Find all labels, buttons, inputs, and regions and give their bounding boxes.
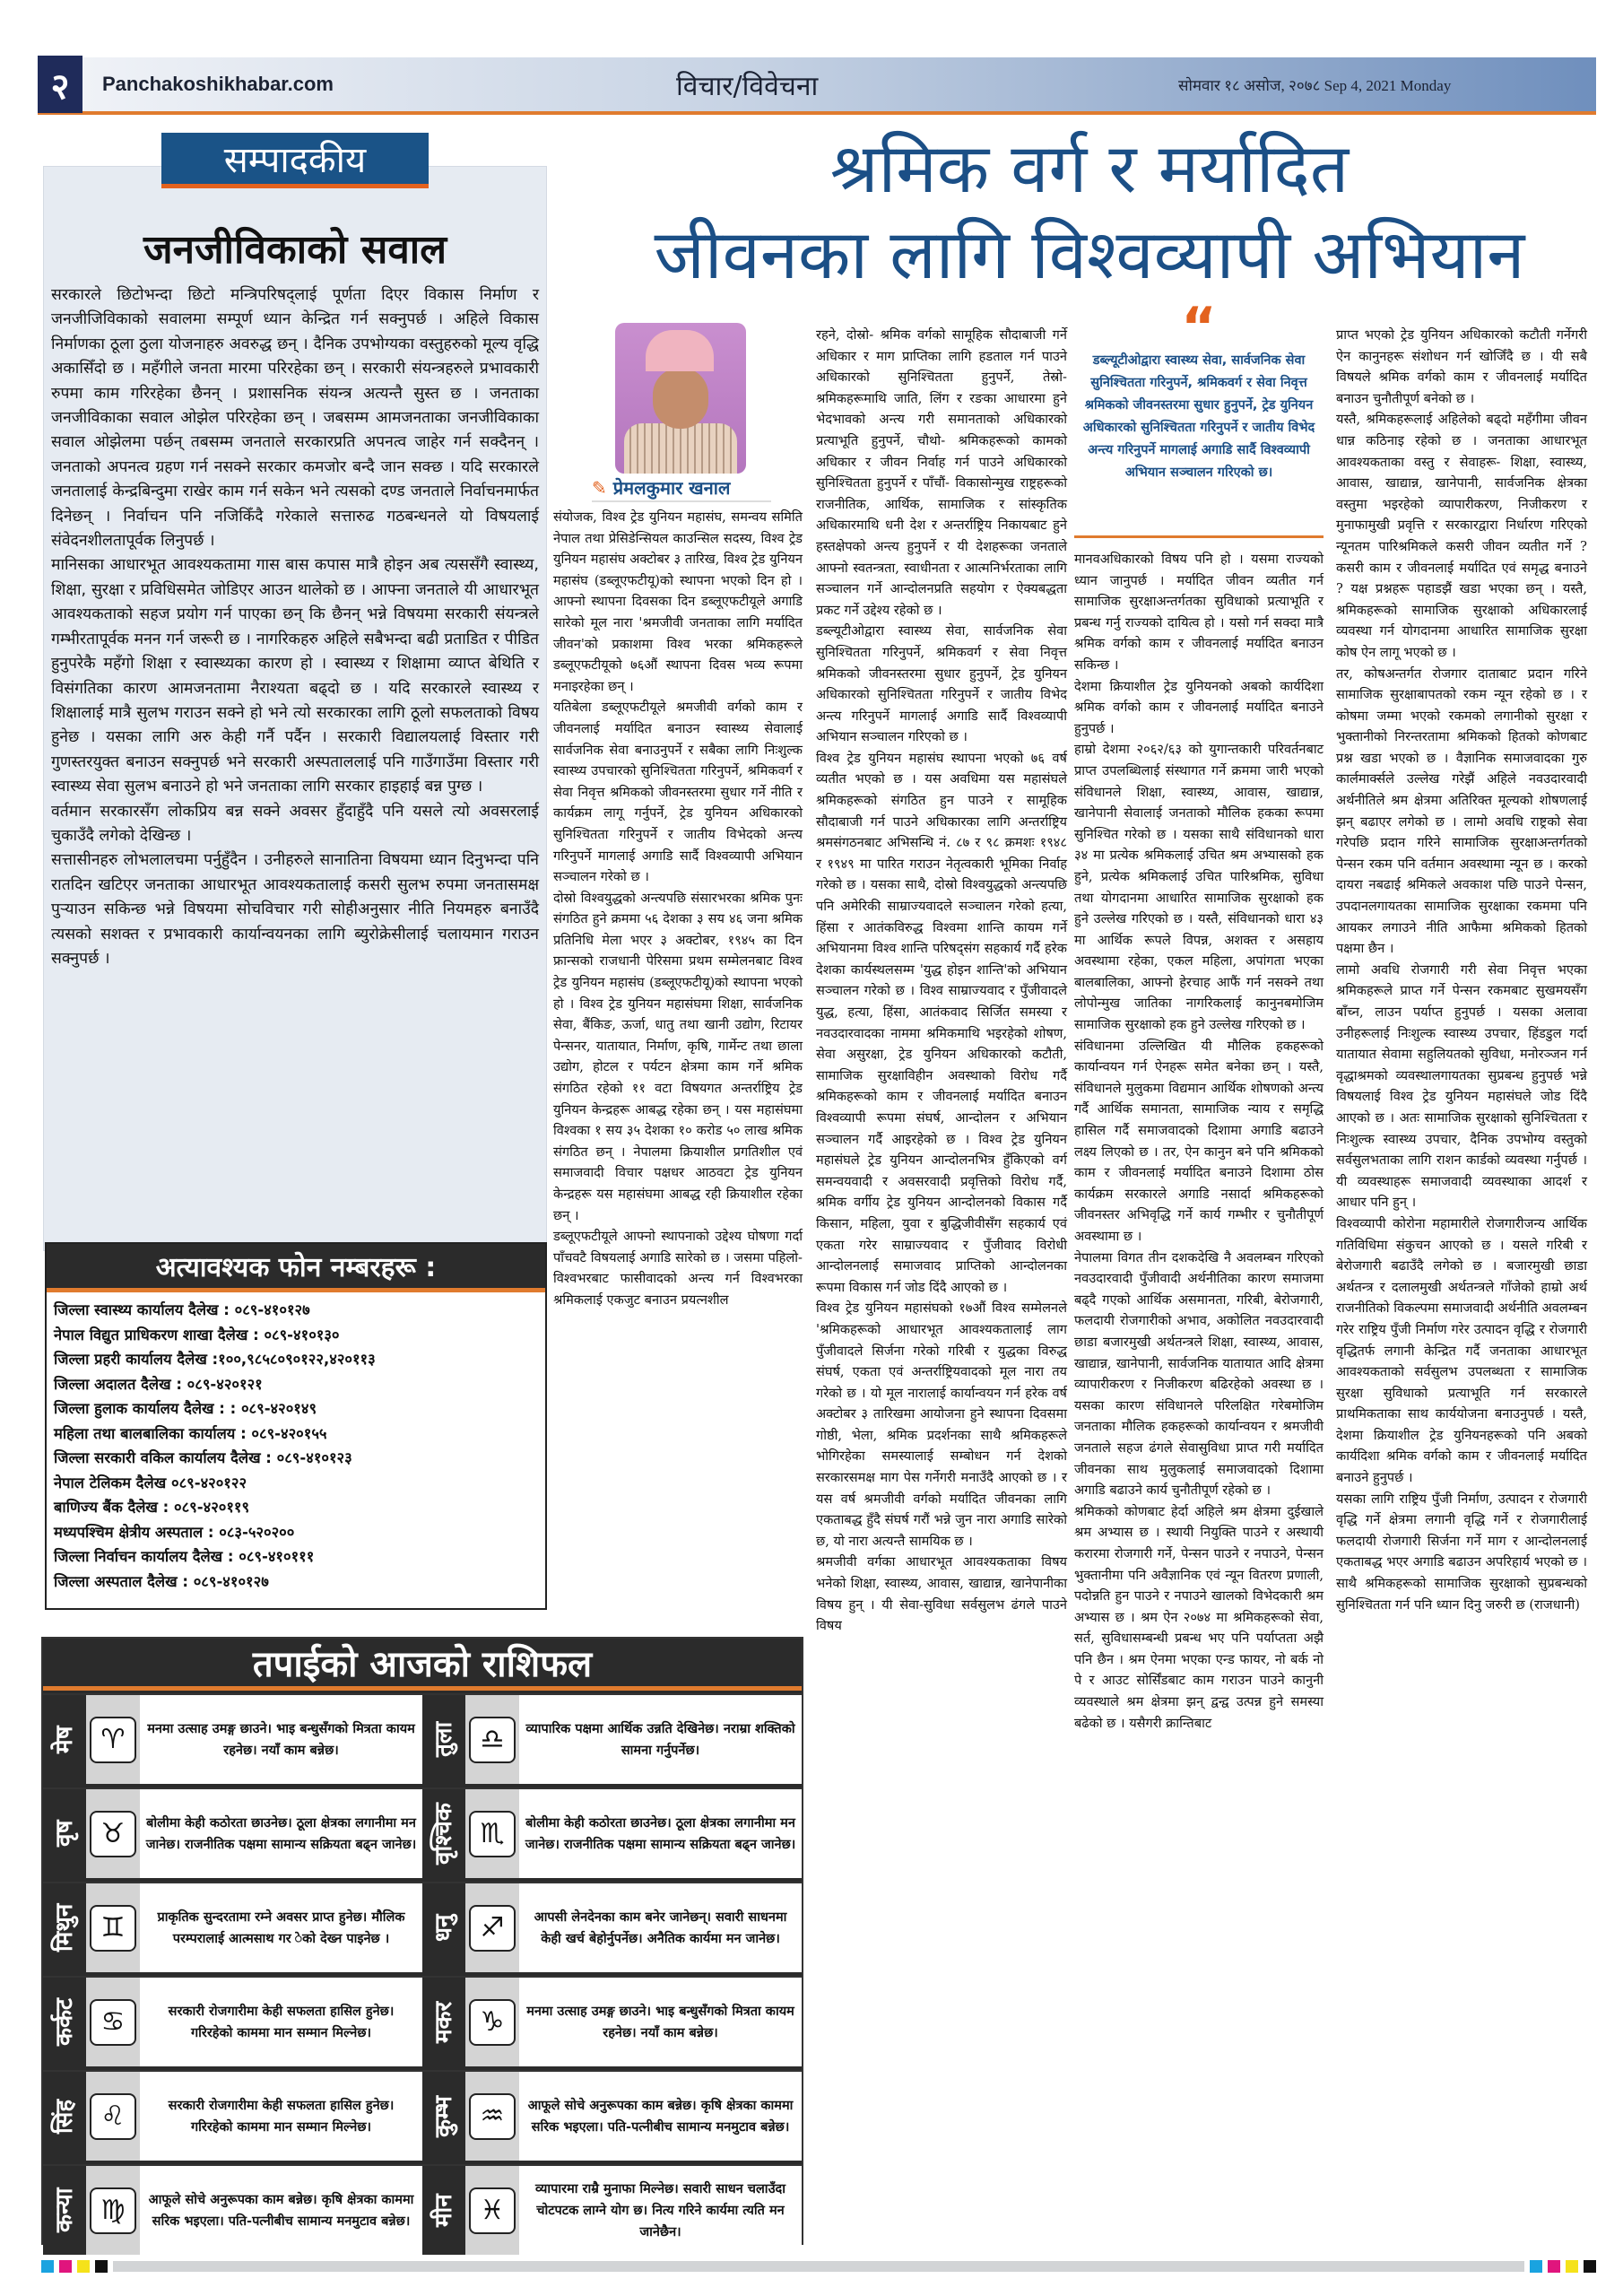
sign-forecast: बोलीमा केही कठोरता छाउनेछ। ठूला क्षेत्रका लगानीमा मन जानेछ। राजनीतिक पक्षमा सामान्य सक्रियता बढ्न जानेछ।	[145, 1815, 417, 1852]
sign-name: मेष	[43, 1695, 86, 1784]
phone-item: जिल्ला निर्वाचन कार्यालय दैलेख : ०८९-४१०१११	[54, 1548, 315, 1565]
headline-line-2: जीवनका लागि विश्वव्यापी अभियान	[654, 214, 1525, 294]
sign-forecast: प्राकृतिक सुन्दरतामा रम्ने अवसर प्राप्त हुनेछ। मौलिक परम्परालाई आत्मसाथ गर ेको देख्न पाइनेछ ।	[157, 1909, 405, 1946]
editorial-box	[43, 166, 547, 1251]
magenta-swatch	[1548, 2260, 1560, 2273]
black-swatch	[1584, 2260, 1596, 2273]
sign-name: वृष	[43, 1789, 86, 1878]
article-column-2	[816, 325, 1067, 1637]
pisces-fish-icon: ♓	[469, 2187, 516, 2234]
horoscope-title: तपाईको आजको राशिफल	[43, 1639, 802, 1691]
author-name: प्रेमलकुमार खनाल	[612, 477, 731, 499]
sign-name: कुम्भ	[422, 2072, 465, 2161]
phone-item: नेपाल टेलिकम दैलेख ०८९-४२०१२२	[54, 1474, 247, 1492]
article-column-4	[1336, 325, 1587, 1615]
editorial-paragraph: वर्तमान सरकारसँग लोकप्रिय बन्न सक्ने अवसर हुँदाहुँदै पनि यसले त्यो अवसरलाई चुकाउँदै लगेको देखिन्छ ।	[51, 802, 539, 845]
sign-icon-frame	[86, 2072, 140, 2161]
pull-quote-text: डब्ल्यूटीओद्वारा स्वास्थ्य सेवा, सार्वजनिक सेवा सुनिश्चितता गरिनुपर्ने, श्रमिकवर्ग र सेवा निवृत्त श्रमिकको जीवनस्तरमा सुधार हुनुपर्ने, ट्रेड युनियन अधिकारको सुनिश्चितता गरिनुपर्ने र जातीय विभेद अन्त्य गरिनुपर्ने मागलाई अगाडि सार्दै विश्वव्यापी अभियान सञ्चालन गरिएको छ।	[1082, 353, 1315, 480]
article-paragraph: डब्लूएफटीयूले आफ्नो स्थापनाको उद्देश्य घोषणा गर्दा पाँचवटै विषयलाई अगाडि सारेको छ । जसमा पहिलो- विश्वभरबाट फासीवादको अन्त्य गर्न विश्वभरका श्रमिकलाई एकजुट बनाउन प्रयत्नशील	[553, 1229, 803, 1308]
libra-scales-icon: ♎	[469, 1717, 516, 1763]
sign-icon-frame	[86, 1695, 140, 1784]
article-paragraph: देशमा क्रियाशील ट्रेड युनियनको अबको कार्यदिशा श्रमिक वर्गको काम र जीवनलाई मर्यादित बनाउने हुनुपर्छ ।	[1074, 678, 1324, 736]
aquarius-water-bearer-icon: ♒	[469, 2093, 516, 2140]
phones-title: अत्यावश्यक फोन नम्बरहरू :	[47, 1244, 545, 1292]
sign-forecast: सरकारी रोजगारीमा केही सफलता हासिल हुनेछ। गरिरहेको काममा मान सम्मान मिल्नेछ।	[168, 2098, 395, 2135]
headline-line-1: श्रमिक वर्ग र मर्यादित	[829, 128, 1350, 208]
article-paragraph: यस्तै, श्रमिकहरूलाई अहिलेको बढ्दो महँगीमा जीवन धान्न कठिनाइ रहेको छ । जनताका आधारभूत आवश्यकताका वस्तु र सेवाहरू- शिक्षा, स्वास्थ्य, आवास, खाद्यान्न, खानेपानी, सार्वजनिक क्षेत्रका वस्तुमा भइरहेको व्यापारीकरण, निजीकरण र मुनाफामुखी प्रवृत्ति र सरकारद्वारा निर्धारण गरिएको न्यूनतम पारिश्रमिकले कसरी जीवन व्यतीत गर्ने ? कसरी काम र जीवनलाई मर्यादित एवं समृद्ध बनाउने ? यक्ष प्रश्नहरू पहाडझैं खडा भएका छन् । यस्तै, श्रमिकहरूको सामाजिक सुरक्षाको अधिकारलाई व्यवस्था गर्न योगदानमा आधारित सामाजिक सुरक्षा कोष ऐन लागू भएको छ ।	[1336, 412, 1587, 660]
horoscope-sign	[422, 2070, 802, 2161]
masthead	[38, 57, 1596, 115]
article-paragraph: तर, कोषअन्तर्गत रोजगार दाताबाट प्रदान गरिने सामाजिक सुरक्षाबापतको रकम न्यून रहेको छ । र कोषमा जम्मा भएको रकमको लगानीको सुरक्षा र भुक्तानीको निरन्तरतामा श्रमिकको हितको कोणबाट प्रश्न खडा भएको छ । वैज्ञानिक समाजवादका गुरु कार्लमार्क्सले उल्लेख गरेझैं अहिले नवउदारवादी अर्थनीतिले श्रम क्षेत्रमा अतिरिक्त मूल्यको शोषणलाई झन् बढाएर लगेको छ । लामो अवधि राष्ट्रको सेवा गरेपछि प्रदान गरिने सामाजिक सुरक्षाअन्तर्गतको पेन्सन रकम पनि वर्तमान अवस्थामा न्यून छ । करको दायरा नबढाई श्रमिकले अवकाश पछि पाउने पेन्सन, उपदानलगायतका सामाजिक सुरक्षाका रकममा पनि आयकर लगाउने नीति आफैमा श्रमिकको हितको पक्षमा छैन ।	[1336, 665, 1587, 957]
article-paragraph: दोस्रो विश्वयुद्धको अन्त्यपछि संसारभरका श्रमिक पुनः संगठित हुने क्रममा ५६ देशका ३ सय ४६ जना श्रमिक प्रतिनिधि मेला भएर ३ अक्टोबर, १९४५ का दिन फ्रान्सको राजधानी पेरिसमा प्रथम सम्मेलनबाट विश्व ट्रेड युनियन महासंघ (डब्लूएफटीयू)को स्थापना भएको हो । विश्व ट्रेड युनियन महासंघमा शिक्षा, सार्वजनिक सेवा, बैंकिङ, ऊर्जा, धातु तथा खानी उद्योग, रिटायर पेन्सनर, यातायात, निर्माण, कृषि, गार्मेन्ट तथा छाला उद्योग, होटल र पर्यटन क्षेत्रमा काम गर्ने श्रमिक संगठित रहेको ११ वटा विषयगत अन्तर्राष्ट्रिय ट्रेड युनियन केन्द्रहरू आबद्ध रहेका छन् । यस महासंघमा विश्वका १ सय ३५ देशका १० करोड ५० लाख श्रमिक संगठित छन् । नेपालमा क्रियाशील प्रगतिशील एवं समाजवादी विचार पक्षधर आठवटा ट्रेड युनियन केन्द्रहरू यस महासंघमा आबद्ध रही क्रियाशील रहेका छन् ।	[553, 890, 803, 1223]
horoscope-sign	[43, 1882, 422, 1972]
article-headline	[583, 126, 1596, 298]
sign-name: मकर	[422, 1978, 465, 2066]
sign-icon-frame	[86, 1789, 140, 1878]
phone-item: मध्यपश्चिम क्षेत्रीय अस्पताल : ०८३-५२०२००	[54, 1523, 295, 1541]
phone-item: बाणिज्य बैंक दैलेख : ०८९-४२०११९	[54, 1499, 250, 1516]
horoscope-box	[41, 1637, 803, 2245]
magenta-swatch	[59, 2260, 72, 2273]
author-byline	[592, 475, 771, 502]
article-column-3	[1074, 549, 1324, 1734]
article-paragraph: विश्व ट्रेड युनियन महासंघको १७औं विश्व सम्मेलनले 'श्रमिकहरूको आधारभूत आवश्यकतालाई लाग पुँजीवादले सिर्जना गरेको गरिबी र युद्धका विरुद्ध संघर्ष, एकता एवं अन्तर्राष्ट्रियवादको मूल नारा तय गरेको छ । यो मूल नारालाई कार्यान्वयन गर्न हरेक वर्ष अक्टोबर ३ तारिखमा आयोजना हुने स्थापना दिवसमा गोष्ठी, भेला, श्रमिक प्रदर्शनका साथै श्रमिकहरूले भोगिरहेका समस्यालाई सम्बोधन गर्न देशको सरकारसमक्ष माग पेस गर्नेगरी मनाउँदै आएको छ । र यस वर्ष श्रमजीवी वर्गको मर्यादित जीवनका लागि एकताबद्ध हुँदै संघर्ष गरौं भन्ने जुन नारा अगाडि सारेको छ, यो नारा अत्यन्तै सामयिक छ ।	[816, 1300, 1067, 1549]
pen-icon: ✎	[592, 477, 613, 499]
pull-quote	[1074, 296, 1324, 538]
phone-item: जिल्ला सरकारी वकिल कार्यालय दैलेख : ०८९-४१०१२३	[54, 1449, 352, 1466]
horoscope-sign	[43, 2070, 422, 2161]
article-paragraph: संयोजक, विश्व ट्रेड युनियन महासंघ, समन्वय समिति नेपाल तथा प्रेसिडेन्सियल काउन्सिल सदस्य, विश्व ट्रेड युनियन महासंघ अक्टोबर ३ तारिख, विश्व ट्रेड युनियन महासंघ (डब्लूएफटीयू)को स्थापना भएको दिन हो । आफ्नो स्थापना दिवसका दिन डब्लूएफटीयूले अगाडि सारेको मूल नारा 'श्रमजीवी जनताका लागि मर्यादित जीवन'को प्रकाशमा विश्व भरका श्रमिकहरूले डब्लूएफटीयूको ७६औं स्थापना दिवस भव्य रूपमा मनाइरहेका छन् ।	[553, 509, 803, 694]
photo-face	[653, 368, 708, 429]
article-paragraph: विश्व ट्रेड युनियन महासंघ स्थापना भएको ७६ वर्ष व्यतीत भएको छ । यस अवधिमा यस महासंघले श्रमिकहरूको संगठित हुन पाउने र सामूहिक सौदाबाजी गर्न पाउने अधिकारका लागि अन्तर्राष्ट्रिय श्रमसंगठनबाट अभिसन्धि नं. ८७ र ९८ क्रमशः १९४८ र १९४९ मा पारित गराउन नेतृत्वकारी भूमिका निर्वाह गरेको छ । यसका साथै, दोस्रो विश्वयुद्धको अन्त्यपछि पनि अमेरिकी साम्राज्यवादले सञ्चालन गरेको हत्या, हिंसा र आतंकविरुद्ध विश्वमा शान्ति कायम गर्ने अभियानमा विश्व शान्ति परिषद्संग सहकार्य गर्दै हरेक देशका कार्यस्थलसम्म 'युद्ध होइन शान्ति'को अभियान सञ्चालन गरेको छ । विश्व साम्राज्यवाद र पुँजीवादले युद्ध, हत्या, हिंसा, आतंकवाद सिर्जित समस्या र नवउदारवादका नाममा श्रमिकमाथि भइरहेको शोषण, सेवा असुरक्षा, ट्रेड युनियन अधिकारको कटौती, सामाजिक सुरक्षाविहीन अवस्थाको विरोध गर्दै श्रमिकहरूको काम र जीवनलाई मर्यादित बनाउन विश्वव्यापी रूपमा संघर्ष, आन्दोलन र अभियान सञ्चालन गर्दै आइरहेको छ । विश्व ट्रेड युनियन महासंघले ट्रेड युनियन आन्दोलनभित्र हुँकिएको वर्ग समन्वयवादी र अवसरवादी प्रवृत्तिको विरोध गर्दै, श्रमिक वर्गीय ट्रेड युनियन आन्दोलनको विकास गर्दै किसान, महिला, युवा र बुद्धिजीवीसँग सहकार्य एवं एकता गरेर साम्राज्यवाद र पुँजीवाद विरोधी आन्दोलनलाई समाजवाद प्राप्तिको आन्दोलनका रूपमा विकास गर्न जोड दिंदै आएको छ ।	[816, 750, 1067, 1295]
sign-forecast: मनमा उत्साह उमङ्ग छाउने। भाइ बन्धुसँगको मित्रता कायम रहनेछ। नयाँ काम बन्नेछ।	[147, 1721, 415, 1758]
article-paragraph: मानवअधिकारको विषय पनि हो । यसमा राज्यको ध्यान जानुपर्छ । मर्यादित जीवन व्यतीत गर्न सामाजिक सुरक्षाअन्तर्गतका सुविधाको प्रत्याभूति र प्रबन्ध गर्नु राज्यको दायित्व हो । यसो गर्न सक्दा मात्रै श्रमिक वर्गको काम र जीवनलाई मर्यादित बनाउन सकिन्छ ।	[1074, 552, 1324, 673]
sign-icon-frame	[86, 1978, 140, 2066]
yellow-swatch	[77, 2260, 90, 2273]
article-paragraph: विश्वव्यापी कोरोना महामारीले रोजगारीजन्य आर्थिक गतिविधिमा संकुचन आएको छ । यसले गरिबी र बेरोजगारी बढाउँदै लगेको छ । बजारमुखी छाडा अर्थतन्त्र र दलालमुखी अर्थतन्त्रले गाँजेको हाम्रो अर्थ राजनीतिको विकल्पमा समाजवादी अर्थनीति अवलम्बन गरेर राष्ट्रिय पुँजी निर्माण गरेर उत्पादन वृद्धि र रोजगारी वृद्धितर्फ लगानी केन्द्रित गर्दै जनताका आधारभूत आवश्यकताको सर्वसुलभ उपलब्धता र सामाजिक सुरक्षा सुविधाको प्रत्याभूति गर्न सरकारले प्राथमिकताका साथ कार्ययोजना बनाउनुपर्छ । यस्तै, देशमा क्रियाशील ट्रेड युनियनहरूको पनि अबको कार्यदिशा श्रमिक वर्गको काम र जीवनलाई मर्यादित बनाउने हुनुपर्छ ।	[1336, 1215, 1587, 1486]
author-photo	[615, 323, 746, 474]
editorial-paragraph: सत्तासीनहरु लोभलालचमा पर्नुहुँदैन । उनीहरुले सानातिना विषयमा ध्यान दिनुभन्दा पनि रातदिन खटिएर जनताका आधारभूत आवश्यकतालाई कसरी सुलभ रुपमा जनतासमक्ष पुऱ्याउन सकिन्छ भन्ने विषयमा सोचविचार गरी सोहीअनुसार नीति नियमहरु बनाउँदै त्यसको सशक्त र प्रभावकारी कार्यान्वयनका लागि ब्युरोक्रेसीलाई चलायमान गराउन सक्नुपर्छ ।	[51, 851, 539, 968]
phone-item: जिल्ला अदालत दैलेख : ०८९-४२०१२१	[54, 1375, 263, 1393]
phones-list	[47, 1292, 545, 1599]
article-paragraph: यसका लागि राष्ट्रिय पुँजी निर्माण, उत्पादन र रोजगारी वृद्धि गर्ने क्षेत्रमा लगानी वृद्धि गर्ने र रोजगारीलाई फलदायी रोजगारी सिर्जना गर्ने माग र आन्दोलनलाई एकताबद्ध भएर अगाडि बढाउन अपरिहार्य भएको छ । साथै श्रमिकहरूको सामाजिक सुरक्षाको सुप्रबन्धको सुनिश्चितता गर्न पनि ध्यान दिनु जरुरी छ (राजधानी)	[1336, 1491, 1587, 1613]
article-paragraph: रहने, दोस्रो- श्रमिक वर्गको सामूहिक सौदाबाजी गर्ने अधिकार र माग प्राप्तिका लागि हडताल गर्न पाउने अधिकारको सुनिश्चितता हुनुपर्ने, तेस्रो- श्रमिकहरूमाथि जाति, लिंग र रङका आधारमा हुने भेदभावको अन्त्य गरी समानताको अधिकारको प्रत्याभूति हुनुपर्ने, चौथो- श्रमिकहरूको कामको अधिकार र जीवन निर्वाह गर्न पाउने अधिकारको सुनिश्चितता हुनुपर्ने र पाँचौं- विकासोन्मुख राष्ट्रहरूको राजनीतिक, आर्थिक, सामाजिक र सांस्कृतिक अधिकारमाथि धनी देश र अन्तर्राष्ट्रिय निकायबाट हुने हस्तक्षेपको अन्त्य हुनुपर्ने र यी देशहरूका जनताले आफ्नो स्वतन्त्रता, स्वाधीनता र आत्मनिर्भरताका लागि सञ्चालन गर्ने आन्दोलनप्रति सहयोग र ऐक्यबद्धता प्रकट गर्ने उद्देश्य रहेको छ ।	[816, 327, 1067, 618]
sign-forecast: आफूले सोचे अनुरूपका काम बन्नेछ। कृषि क्षेत्रका काममा सरिक भइएला। पति-पत्नीबीच सामान्य मनमुटाव बन्नेछ।	[527, 2098, 794, 2135]
article-paragraph: यतिबेला डब्लूएफटीयूले श्रमजीवी वर्गको काम र जीवनलाई मर्यादित बनाउन स्वास्थ्य सेवालाई सार्वजनिक सेवा बनाउनुपर्ने र सबैका लागि निःशुल्क स्वास्थ्य उपचारको सुनिश्चितता गरिनुपर्ने, श्रमिकवर्ग र सेवा निवृत्त श्रमिकको जीवनस्तरमा सुधार गर्ने नीति र कार्यक्रम लागू गर्नुपर्ने, ट्रेड युनियन अधिकारको सुनिश्चितता गरिनुपर्ने र जातीय विभेदको अन्त्य गरिनुपर्ने मागलाई अगाडि सार्दै विश्वव्यापी अभियान सञ्चालन गरेको छ ।	[553, 700, 803, 885]
sign-icon-frame	[465, 2072, 519, 2161]
sagittarius-archer-icon: ♐	[469, 1905, 516, 1952]
sign-icon-frame	[465, 1978, 519, 2066]
sign-icon-frame	[86, 1883, 140, 1972]
cyan-swatch	[41, 2260, 54, 2273]
horoscope-grid	[43, 1691, 802, 2255]
cyan-swatch	[1530, 2260, 1542, 2273]
scorpio-scorpion-icon: ♏	[469, 1811, 516, 1857]
quote-mark-icon: “	[1181, 296, 1217, 359]
emergency-phones-box	[45, 1242, 547, 1610]
print-registration-bar	[41, 2260, 1596, 2273]
editorial-label: सम्पादकीय	[161, 133, 429, 188]
horoscope-sign	[422, 1976, 802, 2066]
editorial-paragraph: मानिसका आधारभूत आवश्यकतामा गास बास कपास मात्रै होइन अब त्यससँगै स्वास्थ्य, शिक्षा, सुरक्षा र प्रविधिसमेत जोडिएर आउन थालेको छ । आफ्ना जनताले यी आधारभूत आवश्यकताको सहज प्रयोग गर्न पाएका छन् कि छैनन् भन्ने विषयमा सरकारी संयन्त्रले गम्भीरतापूर्वक मनन गर्न जरूरी छ । नागरिकहरु अहिले सबैभन्दा बढी प्रताडित र पीडित हुनुपरेकै महँगो शिक्षा र स्वास्थ्यका कारण हो । स्वास्थ्य र शिक्षामा व्याप्त बेथिति र विसंगतिका कारण आमजनतामा नैराश्यता बढ्दो छ । यदि सरकारले स्वास्थ्य र शिक्षालाई मात्रै सुलभ गराउन सक्ने हो भने त्यो सरकारका लागि ठूलो सफलताको विषय हुनेछ । यसका लागि अरु केही गर्नै पर्दैन । सरकारी विद्यालयलाई विस्तार गरी गुणस्तरयुक्त बनाउन सक्नुपर्छ भने सरकारी अस्पताललाई पनि गाउँगाउँमा विस्तार गरी स्वास्थ्य सेवा सुलभ बनाउने हो भने जनताका लागि सरकार हाइहाई बन्न पुग्छ ।	[51, 556, 539, 796]
sign-name: वृश्चिक	[422, 1789, 465, 1878]
sign-forecast: आफूले सोचे अनुरूपका काम बन्नेछ। कृषि क्षेत्रका काममा सरिक भइएला। पति-पत्नीबीच सामान्य मनमुटाव बन्नेछ।	[148, 2192, 414, 2229]
article-paragraph: प्राप्त भएको ट्रेड युनियन अधिकारको कटौती गर्नेगरी ऐन कानुनहरू संशोधन गर्न खोजिँदै छ । यी सबै विषयले श्रमिक वर्गको काम र जीवनलाई मर्यादित बनाउन चुनौतीपूर्ण बनेको छ ।	[1336, 327, 1587, 406]
horoscope-sign	[43, 1787, 422, 1878]
sign-name: मिथुन	[43, 1883, 86, 1972]
aries-ram-icon: ♈	[90, 1717, 136, 1763]
yellow-swatch	[1566, 2260, 1578, 2273]
sign-name: सिंह	[43, 2072, 86, 2161]
leo-lion-icon: ♌	[90, 2093, 136, 2140]
article-column-1	[553, 507, 803, 1311]
article-paragraph: संविधानमा उल्लिखित यी मौलिक हकहरूको कार्यान्वयन गर्न ऐनहरू समेत बनेका छन् । यस्तै, संविधानले मुलुकमा विद्यमान आर्थिक शोषणको अन्त्य गर्दै आर्थिक समानता, सामाजिक न्याय र समृद्धि हासिल गर्दै समाजवादको दिशामा अगाडि बढाउने लक्ष्य लिएको छ । तर, ऐन कानुन बने पनि श्रमिकको काम र जीवनलाई मर्यादित बनाउने दिशामा ठोस कार्यक्रम सरकारले अगाडि नसार्दा श्रमिकहरूको जीवनस्तर अभिवृद्धि गर्ने कार्य गम्भीर र चुनौतीपूर्ण अवस्थामा छ ।	[1074, 1038, 1324, 1244]
sign-forecast: आपसी लेनदेनका काम बनेर जानेछन्। सवारी साधनमा केही खर्च बेहोर्नुपर्नेछ। अनैतिक कार्यमा मन जानेछ।	[534, 1909, 787, 1946]
photo-dhaka-topi	[646, 330, 714, 371]
sign-icon-frame	[465, 1695, 519, 1784]
sign-name: धनु	[422, 1883, 465, 1972]
page-number: २	[38, 56, 82, 113]
article-paragraph: हाम्रो देशमा २०६२/६३ को युगान्तकारी परिवर्तनबाट प्राप्त उपलब्धिलाई संस्थागत गर्ने क्रममा जारी भएको संविधानले शिक्षा, स्वास्थ्य, आवास, खाद्यान्न, खानेपानी सेवालाई जनताको मौलिक हकका रूपमा सुनिश्चित गरेको छ । यसका साथै संविधानको धारा ३४ मा प्रत्येक श्रमिकलाई उचित श्रम अभ्यासको हक हुने, प्रत्येक श्रमिकलाई उचित पारिश्रमिक, सुविधा तथा योगदानमा आधारित सामाजिक सुरक्षाको हक हुने उल्लेख गरिएको छ । यस्तै, संविधानको धारा ४३ मा आर्थिक रूपले विपन्न, अशक्त र असहाय अवस्थामा रहेका, एकल महिला, अपांगता भएका बालबालिका, आफ्नो हेरचाह आफैं गर्न नसक्ने तथा लोपोन्मुख जातिका नागरिकलाई कानुनबमोजिम सामाजिक सुरक्षाको हक हुने उल्लेख गरिएको छ ।	[1074, 742, 1324, 1033]
phone-item: जिल्ला हुलाक कार्यालय दैलेख : : ०८९-४२०१४९	[54, 1400, 317, 1417]
article-paragraph: श्रमिकको कोणबाट हेर्दा अहिले श्रम क्षेत्रमा दुईखाले श्रम अभ्यास छ । स्थायी नियुक्ति पाउने र अस्थायी करारमा रोजगारी गर्ने, पेन्सन पाउने र नपाउने, पेन्सन भुक्तानीमा पनि अवैज्ञानिक एवं न्यून वितरण प्रणाली, पदोन्नति हुन पाउने र नपाउने खालको विभेदकारी श्रम अभ्यास छ । श्रम ऐन २०७४ मा श्रमिकहरूको सेवा, सर्त, सुविधासम्बन्धी प्रबन्ध भए पनि पर्याप्तता अझै पनि छैन । श्रम ऐनमा भएका एन्ड फायर, नो बर्क नो पे र आउट सोर्सिंडबाट काम गराउन पाउने कानुनी व्यवस्थाले श्रम क्षेत्रमा झन् द्वन्द्व उत्पन्न हुने समस्या बढेको छ । यसैगरी क्रान्तिबाट	[1074, 1503, 1324, 1731]
sign-icon-frame	[465, 2166, 519, 2255]
article-paragraph: नेपालमा विगत तीन दशकदेखि नै अवलम्बन गरिएको नवउदारवादी पुँजीवादी अर्थनीतिका कारण समाजमा बढ्दै गएको आर्थिक असमानता, गरिबी, बेरोजगारी, फलदायी रोजगारीको अभाव, अकोलित नवउदारवादी छाडा बजारमुखी अर्थतन्त्रले शिक्षा, स्वास्थ्य, आवास, खाद्यान्न, खानेपानी, सार्वजनिक यातायात आदि क्षेत्रमा व्यापारीकरण र निजीकरण बढिरहेको अवस्था छ । यसका कारण संविधानले परिलक्षित गरेबमोजिम जनताका मौलिक हकहरूको कार्यान्वयन र श्रमजीवी जनताले सहज ढंगले सेवासुविधा प्राप्त गरी मर्यादित जीवनका साथ मुलुकलाई समाजवादको दिशामा अगाडि बढाउने कार्य चुनौतीपूर्ण रहेको छ ।	[1074, 1249, 1324, 1499]
site-name[interactable]: Panchakoshikhabar.com	[102, 73, 334, 95]
horoscope-sign	[422, 1787, 802, 1878]
article-paragraph: श्रमजीवी वर्गका आधारभूत आवश्यकताका विषय भनेको शिक्षा, स्वास्थ्य, आवास, खाद्यान्न, खानेपानीका विषय हुन् । यी सेवा-सुविधा सर्वसुलभ ढंगले पाउने विषय	[816, 1554, 1067, 1634]
photo-coat	[624, 423, 737, 474]
capricorn-goat-icon: ♑	[469, 1999, 516, 2046]
section-title: विचार/विवेचना	[676, 70, 819, 102]
editorial-title: जनजीविकाको सवाल	[143, 227, 447, 273]
sign-forecast: मनमा उत्साह उमङ्ग छाउने। भाइ बन्धुसँगको मित्रता कायम रहनेछ। नयाँ काम बन्नेछ।	[526, 2004, 794, 2040]
sign-forecast: सरकारी रोजगारीमा केही सफलता हासिल हुनेछ। गरिरहेको काममा मान सम्मान मिल्नेछ।	[168, 2004, 395, 2040]
sign-icon-frame	[86, 2166, 140, 2255]
article-paragraph: लामो अवधि रोजगारी गरी सेवा निवृत्त भएका श्रमिकहरूले प्राप्त गर्ने पेन्सन रकमबाट सुखमयसँग बाँच्न, लाउन पर्याप्त हुनुपर्छ । यसका अलावा उनीहरूलाई निःशुल्क स्वास्थ्य उपचार, हिंडडुल गर्दा यातायात सेवामा सहुलियतको सुविधा, मनोरञ्जन गर्न वृद्धाश्रमको व्यवस्थालगायतका सुप्रबन्ध हुनुपर्छ भन्ने विषयलाई विश्व ट्रेड युनियन महासंघले जोड दिंदै आएको छ । अतः सामाजिक सुरक्षाको सुनिश्चितता र निःशुल्क स्वास्थ्य उपचार, दैनिक उपभोग्य वस्तुको सर्वसुलभताका लागि राशन कार्डको व्यवस्था गर्नुपर्छ । यी व्यवस्थाहरू समाजवादी व्यवस्थाका आदर्श र आधार पनि हुन् ।	[1336, 961, 1587, 1211]
horoscope-sign	[422, 1693, 802, 1784]
sign-forecast: बोलीमा केही कठोरता छाउनेछ। ठूला क्षेत्रका लगानीमा मन जानेछ। राजनीतिक पक्षमा सामान्य सक्रियता बढ्न जानेछ।	[525, 1815, 796, 1852]
horoscope-sign	[43, 2164, 422, 2255]
sign-name: तुला	[422, 1695, 465, 1784]
horoscope-sign	[43, 1693, 422, 1784]
horoscope-sign	[422, 2164, 802, 2255]
cancer-crab-icon: ♋	[90, 1999, 136, 2046]
article-paragraph: डब्ल्यूटीओद्वारा स्वास्थ्य सेवा, सार्वजनिक सेवा सुनिश्चितता गरिनुपर्ने, श्रमिकवर्ग र सेवा निवृत्त श्रमिकको जीवनस्तरमा सुधार हुनुपर्ने, ट्रेड युनियन अधिकारको सुनिश्चितता गरिनुपर्ने र जातीय विभेद अन्त्य गरिनुपर्ने मागलाई अगाडि सार्दै विश्वव्यापी अभियान सञ्चालन गरिएको छ ।	[816, 623, 1067, 745]
virgo-maiden-icon: ♍	[90, 2187, 136, 2234]
phone-item: महिला तथा बालबालिका कार्यालय : ०८९-४२०१५५	[54, 1424, 327, 1442]
phone-item: जिल्ला स्वास्थ्य कार्यालय दैलेख : ०८९-४१०१२७	[54, 1301, 310, 1318]
sign-forecast: व्यापारमा राम्रै मुनाफा मिल्नेछ। सवारी साधन चलाउँदा चोटपटक लाग्ने योग छ। नित्य गरिने कार्यमा त्यति मन जानेछैन।	[535, 2181, 785, 2239]
sign-name: कन्या	[43, 2166, 86, 2255]
sign-icon-frame	[465, 1789, 519, 1878]
sign-icon-frame	[465, 1883, 519, 1972]
phone-item: नेपाल विद्युत प्राधिकरण शाखा दैलेख : ०८९-४१०१३०	[54, 1326, 340, 1344]
sign-forecast: व्यापारिक पक्षमा आर्थिक उन्नति देखिनेछ। नराम्रा शक्तिको सामना गर्नुपर्नेछ।	[525, 1721, 795, 1758]
grey-strip	[113, 2261, 1524, 2272]
sign-name: कर्कट	[43, 1978, 86, 2066]
horoscope-sign	[43, 1976, 422, 2066]
phone-item: जिल्ला अस्पताल दैलेख : ०८९-४१०१२७	[54, 1572, 269, 1590]
editorial-body	[51, 283, 539, 971]
gemini-twins-icon: ♊	[90, 1905, 136, 1952]
horoscope-sign	[422, 1882, 802, 1972]
taurus-bull-icon: ♉	[90, 1811, 136, 1857]
editorial-paragraph: सरकारले छिटोभन्दा छिटो मन्त्रिपरिषद्लाई पूर्णता दिएर विकास निर्माण र जनजीजिविकाको सवालमा सम्पूर्ण ध्यान केन्द्रित गर्न सक्नुपर्छ । अहिले विकास निर्माणका ठूला ठुला योजनाहरु अवरुद्ध छन् । दैनिक उपभोग्यका वस्तुहरुको मूल्य वृद्धि अकासिँदो छ । महँगीले जनता मारमा परिरहेका छन् । सरकारी संयन्त्रहरुले प्रभावकारी रुपमा काम गरिरहेका छैनन् । प्रशासनिक संयन्त्र अत्यन्तै सुस्त छ । जनताका जनजीविकाका सवाल ओझेल परिरहेका छन् । जबसम्म आमजनताका जनजीविकाका सवाल ओझेलमा पर्छन् तबसम्म जनताले सरकारप्रति अपनत्व जाहेर गर्न सक्दैनन् । जनताको अपनत्व ग्रहण गर्न नसक्ने सरकार कमजोर बन्दै जान सक्छ । यदि सरकारले जनतालाई केन्द्रबिन्दुमा राखेर काम गर्न सकेन भने त्यसको दण्ड जनताले निर्वाचनमार्फत दिनेछन् । निर्वाचन पनि नजिकिँदै गरेकाले सत्तारुढ गठबन्धनले यो विषयलाई संवेदनशीलतापूर्वक लिनुपर्छ ।	[51, 286, 539, 551]
phone-item: जिल्ला प्रहरी कार्यालय दैलेख :१००,९८५८०९०१२२,४२०११३	[54, 1351, 376, 1368]
dateline: सोमवार १८ असोज, २०७८ Sep 4, 2021 Monday	[1178, 76, 1452, 94]
sign-name: मीन	[422, 2166, 465, 2255]
black-swatch	[95, 2260, 108, 2273]
